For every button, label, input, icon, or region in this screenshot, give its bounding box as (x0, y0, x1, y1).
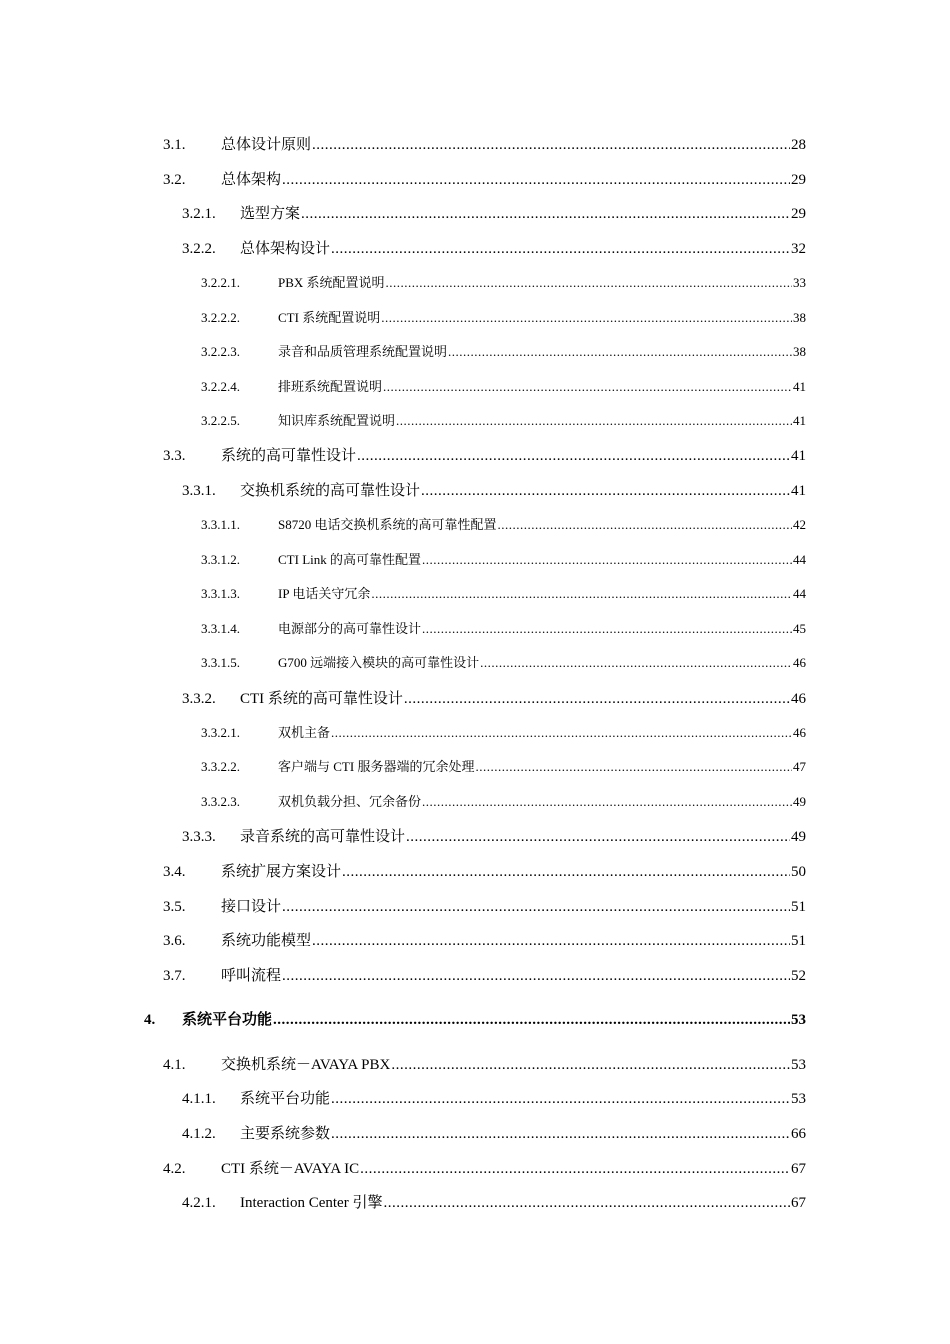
toc-dot-leader (312, 137, 790, 154)
toc-entry-page-number: 46 (791, 691, 806, 707)
toc-dot-leader (301, 206, 790, 223)
toc-entry[interactable] (182, 1087, 806, 1108)
toc-entry-number: 4.1. (163, 1057, 186, 1073)
toc-entry[interactable] (182, 1122, 806, 1143)
toc-entry-number: 3.3.2.1. (201, 725, 240, 740)
toc-entry[interactable] (201, 341, 806, 360)
toc-entry-number: 3.3.2. (182, 691, 216, 707)
toc-entry-number: 3.2.2.2. (201, 310, 240, 325)
toc-entry-number: 3.2.2.5. (201, 413, 240, 428)
toc-entry[interactable] (201, 307, 806, 326)
toc-entry-title: G700 远端接入模块的高可靠性设计 (278, 655, 480, 670)
toc-entry-title: 排班系统配置说明 (278, 379, 383, 394)
toc-dot-leader (331, 725, 792, 741)
toc-dot-leader (383, 1195, 790, 1212)
toc-dot-leader (480, 655, 792, 671)
toc-entry-number: 3.2.2.3. (201, 344, 240, 359)
toc-entry-page-number: 38 (793, 310, 806, 325)
toc-entry[interactable] (201, 618, 806, 637)
toc-dot-leader (282, 172, 790, 189)
toc-dot-leader (386, 275, 792, 291)
toc-entry-number: 3.2.2.1. (201, 275, 240, 290)
toc-entry-number: 4.1.2. (182, 1126, 216, 1142)
toc-entry-number: 3.5. (163, 899, 186, 915)
toc-dot-leader (422, 552, 792, 568)
toc-entry-page-number: 53 (791, 1091, 806, 1107)
toc-entry-title: 总体架构设计 (240, 241, 331, 257)
toc-entry[interactable] (182, 237, 806, 258)
toc-entry-number: 3.3.1.2. (201, 552, 240, 567)
toc-dot-leader (357, 448, 790, 465)
toc-entry-page-number: 49 (791, 829, 806, 845)
toc-entry-title: Interaction Center 引擎 (240, 1195, 383, 1211)
toc-entry-page-number: 51 (791, 933, 806, 949)
toc-entry-page-number: 50 (791, 864, 806, 880)
toc-entry-number: 3.3.3. (182, 829, 216, 845)
toc-entry-title: 主要系统参数 (240, 1126, 331, 1142)
toc-dot-leader (383, 379, 792, 395)
toc-dot-leader (497, 517, 792, 533)
toc-entry-title: 系统功能模型 (221, 933, 312, 949)
toc-entry[interactable] (201, 376, 806, 395)
toc-entry-title: S8720 电话交换机系统的高可靠性配置 (278, 517, 497, 532)
toc-entry-page-number: 42 (793, 517, 806, 532)
toc-entry-title: IP 电话关守冗余 (278, 586, 371, 601)
toc-entry[interactable] (201, 272, 806, 291)
toc-entry-page-number: 41 (791, 483, 806, 499)
toc-entry-title: CTI 系统的高可靠性设计 (240, 691, 403, 707)
toc-entry-title: 双机负载分担、冗余备份 (278, 794, 422, 809)
toc-entry-page-number: 33 (793, 275, 806, 290)
toc-entry-page-number: 41 (791, 448, 806, 464)
toc-entry-title: 系统扩展方案设计 (221, 864, 342, 880)
toc-dot-leader (381, 310, 792, 326)
toc-entry-page-number: 41 (793, 379, 806, 394)
toc-entry-page-number: 32 (791, 241, 806, 257)
toc-entry-title: 录音和品质管理系统配置说明 (278, 344, 448, 359)
toc-entry-title: 总体架构 (221, 172, 282, 188)
toc-entry-number: 3.3.1.1. (201, 517, 240, 532)
toc-entry-title: CTI 系统－AVAYA IC (221, 1161, 360, 1177)
toc-entry[interactable] (163, 168, 806, 189)
toc-dot-leader (422, 621, 792, 637)
toc-dot-leader (421, 483, 790, 500)
toc-entry[interactable] (182, 479, 806, 500)
toc-entry-title: 总体设计原则 (221, 137, 312, 153)
toc-entry-title: CTI 系统配置说明 (278, 310, 381, 325)
toc-entry[interactable] (144, 1008, 806, 1029)
toc-dot-leader (282, 968, 790, 985)
toc-entry-number: 3.3.2.2. (201, 759, 240, 774)
toc-entry-page-number: 29 (791, 172, 806, 188)
toc-entry-number: 3.2. (163, 172, 186, 188)
toc-entry[interactable] (201, 722, 806, 741)
toc-entry-number: 3.3.1.3. (201, 586, 240, 601)
toc-entry[interactable] (201, 583, 806, 602)
toc-entry[interactable] (163, 1053, 806, 1074)
toc-entry[interactable] (201, 791, 806, 810)
toc-entry-title: 交换机系统的高可靠性设计 (240, 483, 421, 499)
toc-entry[interactable] (163, 964, 806, 985)
toc-entry-number: 3.2.2.4. (201, 379, 240, 394)
toc-entry[interactable] (201, 410, 806, 429)
toc-entry-title: PBX 系统配置说明 (278, 275, 385, 290)
toc-entry-page-number: 28 (791, 137, 806, 153)
toc-entry-page-number: 46 (793, 655, 806, 670)
toc-entry[interactable] (201, 756, 806, 775)
toc-entry-number: 4. (144, 1012, 156, 1028)
toc-entry-title: 呼叫流程 (221, 968, 282, 984)
toc-entry-title: 系统平台功能 (182, 1012, 273, 1028)
toc-entry-page-number: 49 (793, 794, 806, 809)
toc-entry-page-number: 46 (793, 725, 806, 740)
toc-dot-leader (331, 1126, 790, 1143)
toc-entry-number: 3.2.2. (182, 241, 216, 257)
toc-entry-title: 交换机系统－AVAYA PBX (221, 1057, 391, 1073)
toc-entry-title: 知识库系统配置说明 (278, 413, 396, 428)
toc-entry-page-number: 66 (791, 1126, 806, 1142)
toc-entry-page-number: 44 (793, 552, 806, 567)
toc-entry-number: 3.3.2.3. (201, 794, 240, 809)
toc-dot-leader (371, 586, 792, 602)
toc-entry-number: 3.3.1.4. (201, 621, 240, 636)
toc-dot-leader (342, 864, 790, 881)
toc-entry-title: 接口设计 (221, 899, 282, 915)
toc-entry[interactable] (163, 895, 806, 916)
toc-entry[interactable] (163, 444, 806, 465)
toc-entry-title: 双机主备 (278, 725, 331, 740)
toc-entry[interactable] (201, 652, 806, 671)
toc-entry[interactable] (182, 825, 806, 846)
toc-dot-leader (396, 413, 792, 429)
toc-entry[interactable] (163, 133, 806, 154)
toc-entry-page-number: 41 (793, 413, 806, 428)
toc-entry-title: 录音系统的高可靠性设计 (240, 829, 406, 845)
toc-entry-title: 选型方案 (240, 206, 301, 222)
toc-entry[interactable] (201, 549, 806, 568)
toc-entry[interactable] (163, 1157, 806, 1178)
toc-dot-leader (475, 759, 792, 775)
toc-entry-title: 系统平台功能 (240, 1091, 331, 1107)
toc-entry[interactable] (163, 929, 806, 950)
toc-entry-page-number: 45 (793, 621, 806, 636)
toc-entry-page-number: 44 (793, 586, 806, 601)
toc-dot-leader (273, 1012, 790, 1029)
toc-entry-page-number: 52 (791, 968, 806, 984)
toc-entry[interactable] (182, 687, 806, 708)
toc-entry-number: 4.2.1. (182, 1195, 216, 1211)
toc-dot-leader (404, 691, 790, 708)
toc-dot-leader (282, 899, 790, 916)
toc-entry-page-number: 67 (791, 1161, 806, 1177)
toc-entry-title: 系统的高可靠性设计 (221, 448, 357, 464)
toc-entry-page-number: 67 (791, 1195, 806, 1211)
toc-dot-leader (312, 933, 790, 950)
toc-entry[interactable] (182, 202, 806, 223)
toc-entry-title: CTI Link 的高可靠性配置 (278, 552, 421, 567)
toc-entry[interactable] (201, 514, 806, 533)
toc-entry-number: 3.3.1. (182, 483, 216, 499)
toc-dot-leader (360, 1161, 790, 1178)
toc-entry-number: 3.2.1. (182, 206, 216, 222)
toc-entry-number: 3.6. (163, 933, 186, 949)
toc-entry-number: 3.1. (163, 137, 186, 153)
toc-entry-page-number: 47 (793, 759, 806, 774)
toc-entry-number: 4.2. (163, 1161, 186, 1177)
toc-entry-number: 3.3. (163, 448, 186, 464)
toc-entry-number: 4.1.1. (182, 1091, 216, 1107)
toc-entry-number: 3.4. (163, 864, 186, 880)
toc-entry-page-number: 53 (791, 1057, 806, 1073)
toc-entry[interactable] (182, 1191, 806, 1212)
toc-entry-page-number: 51 (791, 899, 806, 915)
toc-dot-leader (406, 829, 790, 846)
toc-entry-page-number: 53 (791, 1012, 806, 1028)
toc-dot-leader (331, 1091, 790, 1108)
toc-entry-page-number: 38 (793, 344, 806, 359)
toc-entry-title: 客户端与 CTI 服务器端的冗余处理 (278, 759, 475, 774)
toc-entry-number: 3.7. (163, 968, 186, 984)
toc-entry-number: 3.3.1.5. (201, 655, 240, 670)
toc-dot-leader (422, 794, 792, 810)
toc-entry-title: 电源部分的高可靠性设计 (278, 621, 422, 636)
toc-dot-leader (391, 1057, 790, 1074)
toc-entry-page-number: 29 (791, 206, 806, 222)
toc-entry[interactable] (163, 860, 806, 881)
toc-dot-leader (448, 344, 792, 360)
toc-dot-leader (331, 241, 790, 258)
